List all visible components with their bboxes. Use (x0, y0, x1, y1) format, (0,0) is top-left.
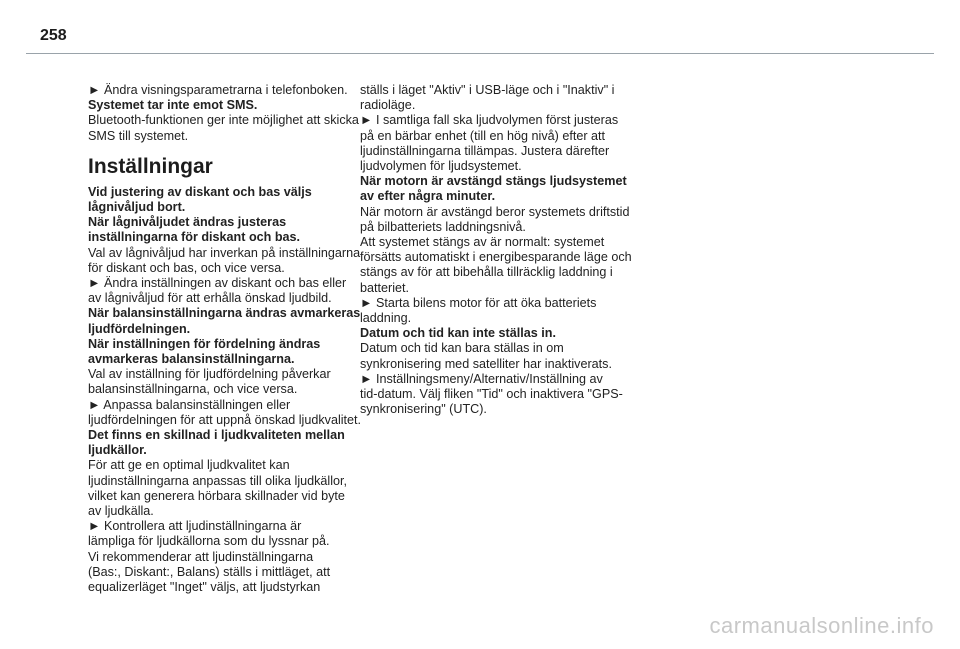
bold-text-line: av efter några minuter. (360, 189, 496, 204)
text-line: ljudinställningarna tillämpas. Justera därefter (360, 143, 610, 158)
text-line: SMS till systemet. (88, 128, 189, 143)
text-line: equalizerläget "Inget" väljs, att ljudstyrkan (88, 580, 321, 595)
text-line: För att ge en optimal ljudkvalitet kan (88, 458, 290, 473)
bold-text-line: När lågnivåljudet ändras justeras (88, 215, 287, 230)
text-line: ► Inställningsmeny/Alternativ/Inställning av (360, 371, 603, 386)
text-line: av ljudkälla. (88, 504, 154, 519)
bold-text-line: ljudfördelningen. (88, 321, 191, 336)
text-line: ställs i läget "Aktiv" i USB-läge och i "Inaktiv" i (360, 83, 615, 97)
bold-text-line: Det finns en skillnad i ljudkvaliteten mellan (88, 428, 345, 443)
text-line: ► Anpassa balansinställningen eller (88, 397, 291, 412)
text-line: ljudvolymen för ljudsystemet. (360, 159, 522, 174)
bold-text-line: inställningarna för diskant och bas. (88, 230, 301, 245)
text-line: ► Ändra visningsparametrarna i telefonboken. (88, 83, 348, 97)
page-number: 258 (40, 27, 67, 44)
text-line: ► Ändra inställningen av diskant och bas eller (88, 276, 347, 291)
bold-text-line: ljudkällor. (88, 443, 147, 458)
text-line: lämpliga för ljudkällorna som du lyssnar på. (88, 534, 330, 549)
text-line: radioläge. (360, 98, 416, 113)
text-line: Bluetooth-funktionen ger inte möjlighet att skicka (88, 113, 359, 128)
text-line: på en bärbar enhet (till en hög nivå) efter att (360, 128, 606, 143)
bold-text-line: Vid justering av diskant och bas väljs (88, 184, 312, 199)
text-line: Att systemet stängs av är normalt: systemet (360, 235, 605, 250)
text-line: på bilbatteriets laddningsnivå. (360, 219, 526, 234)
bold-text-line: lågnivåljud bort. (88, 200, 186, 215)
text-line: Val av lågnivåljud har inverkan på inställningarna (88, 245, 361, 260)
left-block-1 (88, 83, 388, 144)
text-line: synkronisering med satelliter har inaktiverats. (360, 356, 612, 371)
text-line: ljudfördelningen för att uppnå önskad ljudkvalitet. (88, 412, 362, 427)
bold-text-line: avmarkeras balansinställningarna. (88, 352, 295, 367)
text-line: balansinställningarna, och vice versa. (88, 382, 298, 397)
text-line: ljudinställningarna anpassas till olika ljudkällor, (88, 473, 348, 488)
text-line: ► Starta bilens motor för att öka batteriets (360, 295, 597, 310)
text-line: Vi rekommenderar att ljudinställningarna (88, 549, 314, 564)
text-line: batteriet. (360, 280, 410, 295)
header-divider (26, 53, 934, 54)
text-line: (Bas:, Diskant:, Balans) ställs i mittläget, att (88, 564, 331, 579)
section-heading: Inställningar (88, 154, 213, 178)
watermark: carmanualsonline.info (709, 613, 934, 638)
text-line: synkronisering" (UTC). (360, 402, 487, 417)
bold-text-line: När inställningen för fördelning ändras (88, 336, 321, 351)
text-line: När motorn är avstängd beror systemets driftstid (360, 204, 630, 219)
text-line: ► Kontrollera att ljudinställningarna är (88, 519, 302, 534)
text-line: vilket kan generera hörbara skillnader vid byte (88, 488, 345, 503)
text-line: Val av inställning för ljudfördelning påverkar (88, 367, 331, 382)
bold-text-line: Systemet tar inte emot SMS. (88, 98, 258, 113)
text-line: för diskant och bas, och vice versa. (88, 260, 285, 275)
text-line: Datum och tid kan bara ställas in om (360, 341, 564, 356)
text-line: stängs av för att bibehålla tillräcklig laddning i (360, 265, 613, 280)
bold-text-line: När balansinställningarna ändras avmarkeras (88, 306, 361, 321)
left-column (88, 83, 388, 595)
left-block-2 (88, 185, 388, 595)
text-line: av lågnivåljud för att erhålla önskad ljudbild. (88, 291, 332, 306)
bold-text-line: När motorn är avstängd stängs ljudsystemet (360, 174, 627, 189)
bold-text-line: Datum och tid kan inte ställas in. (360, 326, 556, 341)
text-line: tid-datum. Välj fliken "Tid" och inaktivera "GPS- (360, 387, 623, 402)
text-line: laddning. (360, 311, 412, 326)
text-line: ► I samtliga fall ska ljudvolymen först justeras (360, 113, 619, 128)
right-column (360, 83, 660, 417)
text-line: försätts automatiskt i energibesparande läge och (360, 250, 632, 265)
